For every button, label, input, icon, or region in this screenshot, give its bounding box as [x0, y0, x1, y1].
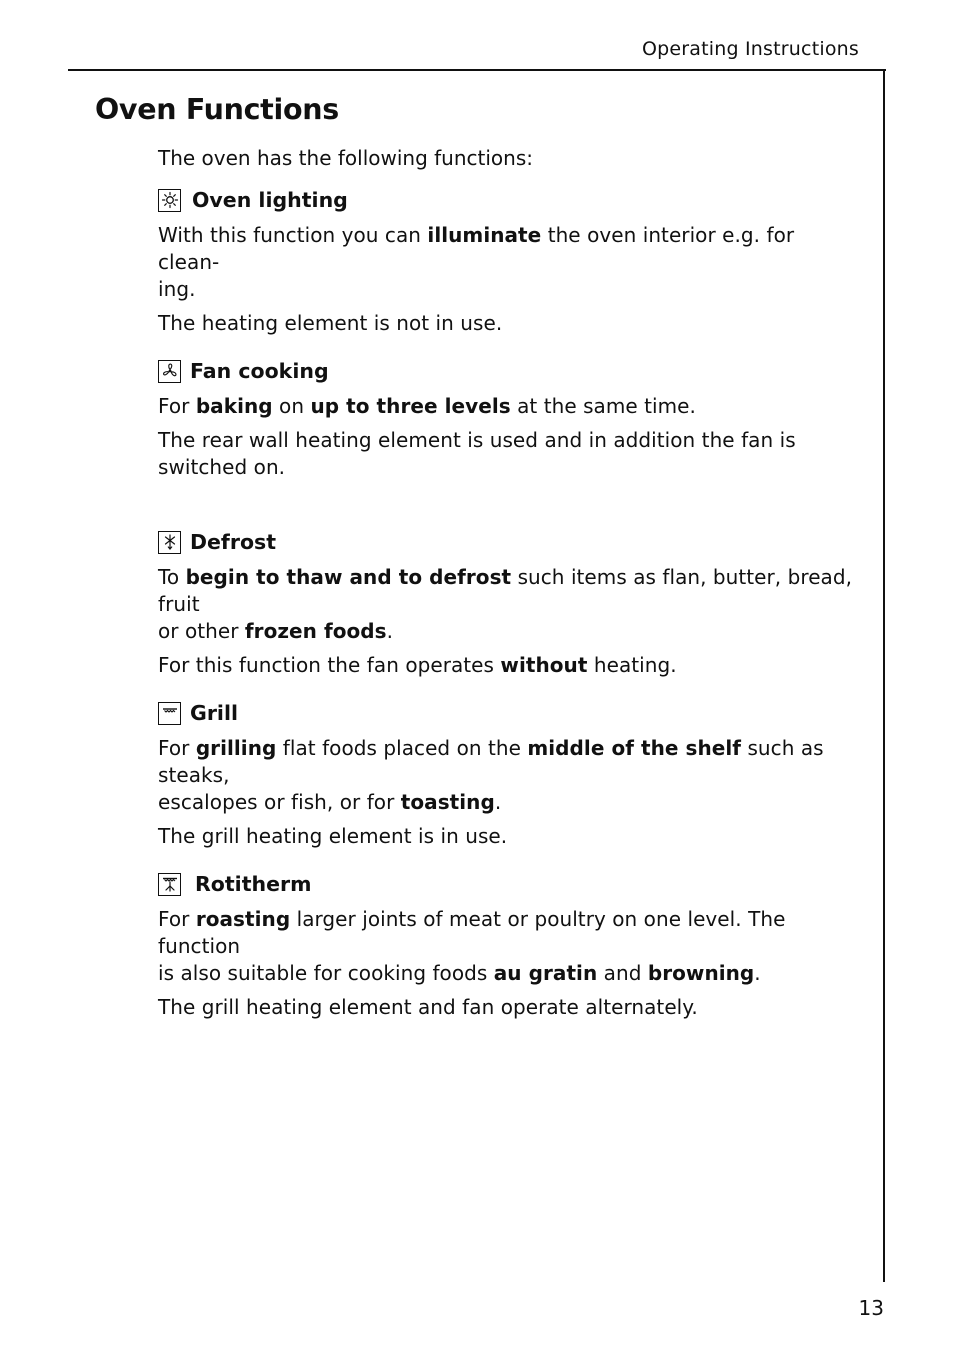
text-run: . — [494, 790, 502, 814]
grill-icon — [158, 702, 181, 725]
section-paragraph — [158, 564, 858, 645]
text-run: at the same time. — [510, 394, 696, 418]
section-title: Fan cooking — [190, 359, 329, 383]
text-run: is also suitable for cooking foods — [158, 961, 494, 985]
text-run-bold: roasting — [195, 907, 291, 931]
text-run: For this function the fan operates — [158, 653, 501, 677]
text-run: on — [272, 394, 311, 418]
intro-text: The oven has the following functions: — [158, 146, 533, 170]
text-run: . — [386, 619, 394, 643]
header-rule — [68, 69, 886, 71]
section-title: Grill — [190, 701, 239, 725]
text-run: flat foods placed on the — [276, 736, 528, 760]
page-title: Oven Functions — [95, 93, 339, 126]
text-run: . — [754, 961, 761, 985]
text-run-bold: au gratin — [493, 961, 598, 985]
page-number: 13 — [858, 1296, 884, 1320]
text-run-bold: toasting — [400, 790, 495, 814]
section-paragraph — [158, 393, 858, 420]
section-grill — [158, 699, 858, 850]
text-run: and — [597, 961, 648, 985]
text-run: larger joints of meat or poultry on one level. The function — [158, 907, 786, 958]
text-run-bold: frozen foods — [244, 619, 387, 643]
rotitherm-icon — [158, 873, 181, 896]
text-run: The rear wall heating element is used and in addition the fan is — [158, 428, 796, 452]
text-run: switched on. — [158, 455, 286, 479]
section-paragraph — [158, 906, 858, 987]
fan-icon — [158, 360, 181, 383]
text-run: or other — [158, 619, 245, 643]
section-rotitherm — [158, 870, 858, 1021]
text-run: With this function you can — [158, 223, 428, 247]
text-run: For — [158, 394, 196, 418]
text-run: To — [158, 565, 186, 589]
section-title: Defrost — [190, 530, 277, 554]
text-run: escalopes or fish, or for — [158, 790, 401, 814]
section-title: Rotitherm — [195, 872, 312, 896]
section-paragraph — [158, 222, 858, 303]
text-run-bold: baking — [195, 394, 273, 418]
text-run-bold: browning — [647, 961, 755, 985]
section-paragraph — [158, 427, 858, 481]
text-run: the oven interior e.g. for clean- — [158, 223, 795, 274]
section-fan-cooking — [158, 357, 858, 481]
section-paragraph — [158, 652, 858, 679]
section-paragraph: The heating element is not in use. — [158, 311, 503, 335]
running-header: Operating Instructions — [641, 38, 859, 60]
section-paragraph: The grill heating element is in use. — [158, 824, 508, 848]
lamp-icon — [158, 189, 181, 212]
text-run-bold: begin to thaw and to defrost — [185, 565, 512, 589]
defrost-icon — [158, 531, 181, 554]
section-paragraph: The grill heating element and fan operate alternately. — [158, 995, 698, 1019]
section-defrost — [158, 528, 858, 679]
section-paragraph — [158, 735, 858, 816]
text-run: For — [158, 736, 196, 760]
text-run-bold: middle of the shelf — [527, 736, 742, 760]
text-run: ing. — [158, 277, 196, 301]
text-run-bold: illuminate — [427, 223, 542, 247]
text-run: such items as flan, butter, bread, fruit — [158, 565, 853, 616]
text-run-bold: grilling — [195, 736, 277, 760]
section-oven-lighting — [158, 186, 858, 337]
text-run: such as steaks, — [158, 736, 824, 787]
text-run-bold: without — [500, 653, 588, 677]
section-title: Oven lighting — [192, 188, 348, 212]
side-rule — [883, 69, 885, 1282]
text-run-bold: up to three levels — [310, 394, 511, 418]
text-run: heating. — [587, 653, 677, 677]
text-run: For — [158, 907, 196, 931]
